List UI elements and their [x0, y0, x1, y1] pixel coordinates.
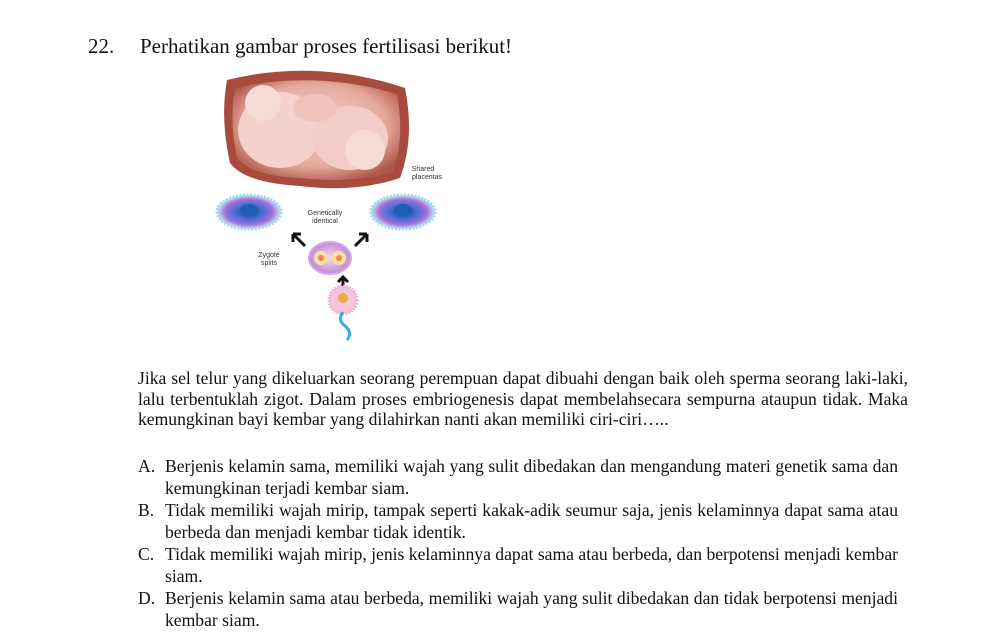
label-identical: identical [312, 218, 338, 225]
option-a[interactable] [138, 456, 898, 499]
label-shared: Shared [411, 166, 435, 173]
baby-right-head [345, 130, 385, 170]
label-zygote: Zygote [258, 252, 280, 259]
egg-right [371, 195, 435, 229]
option-text: Berjenis kelamin sama, memiliki wajah yang sulit dibedakan dan mengandung materi genetik sama dan kemungkinan terjadi kembar siam. [165, 456, 898, 498]
option-c[interactable] [138, 544, 898, 587]
arrow-up-left-icon [293, 234, 305, 246]
option-letter: B. [138, 500, 155, 520]
baby-left-head [245, 85, 281, 121]
option-letter: D. [138, 588, 156, 608]
option-text: Tidak memiliki wajah mirip, tampak seperti kakak-adik seumur saja, jenis kelaminnya dapat sama atau berbeda dan menjadi kembar tidak identik. [165, 500, 898, 542]
option-b[interactable] [138, 500, 898, 543]
option-text: Berjenis kelamin sama atau berbeda, memiliki wajah yang sulit dibedakan dan tidak berpotensi menjadi kembar siam. [165, 588, 898, 630]
question-number: 22. [88, 34, 115, 58]
question-stem: Jika sel telur yang dikeluarkan seorang perempuan dapat dibuahi dengan baik oleh sperma seorang laki-laki, lalu terbentuklah zigot. Dalam proses embriogenesis dapat membelahsecara sempurna ataupun tidak. Maka kemungkinan bayi kembar yang dilahirkan nanti akan memiliki ciri-ciri….. [138, 368, 908, 429]
option-letter: A. [138, 456, 156, 476]
fertilization-diagram [205, 68, 470, 343]
arrow-up-right-icon [355, 234, 367, 246]
option-d[interactable] [138, 588, 898, 631]
label-placentas: placentas [412, 174, 442, 181]
question-header [88, 34, 512, 59]
egg-with-sperm [329, 286, 357, 340]
label-genetically: Genetically [307, 210, 343, 217]
egg-left [217, 195, 281, 229]
womb-illustration [224, 71, 409, 189]
option-letter: C. [138, 544, 155, 564]
answer-options [138, 456, 898, 632]
zygote-splitting [309, 242, 351, 274]
option-text: Tidak memiliki wajah mirip, jenis kelaminnya dapat sama atau berbeda, dan berpotensi menjadi kembar siam. [165, 544, 898, 586]
label-splits: splits [261, 260, 277, 267]
question-title: Perhatikan gambar proses fertilisasi berikut! [140, 34, 513, 58]
